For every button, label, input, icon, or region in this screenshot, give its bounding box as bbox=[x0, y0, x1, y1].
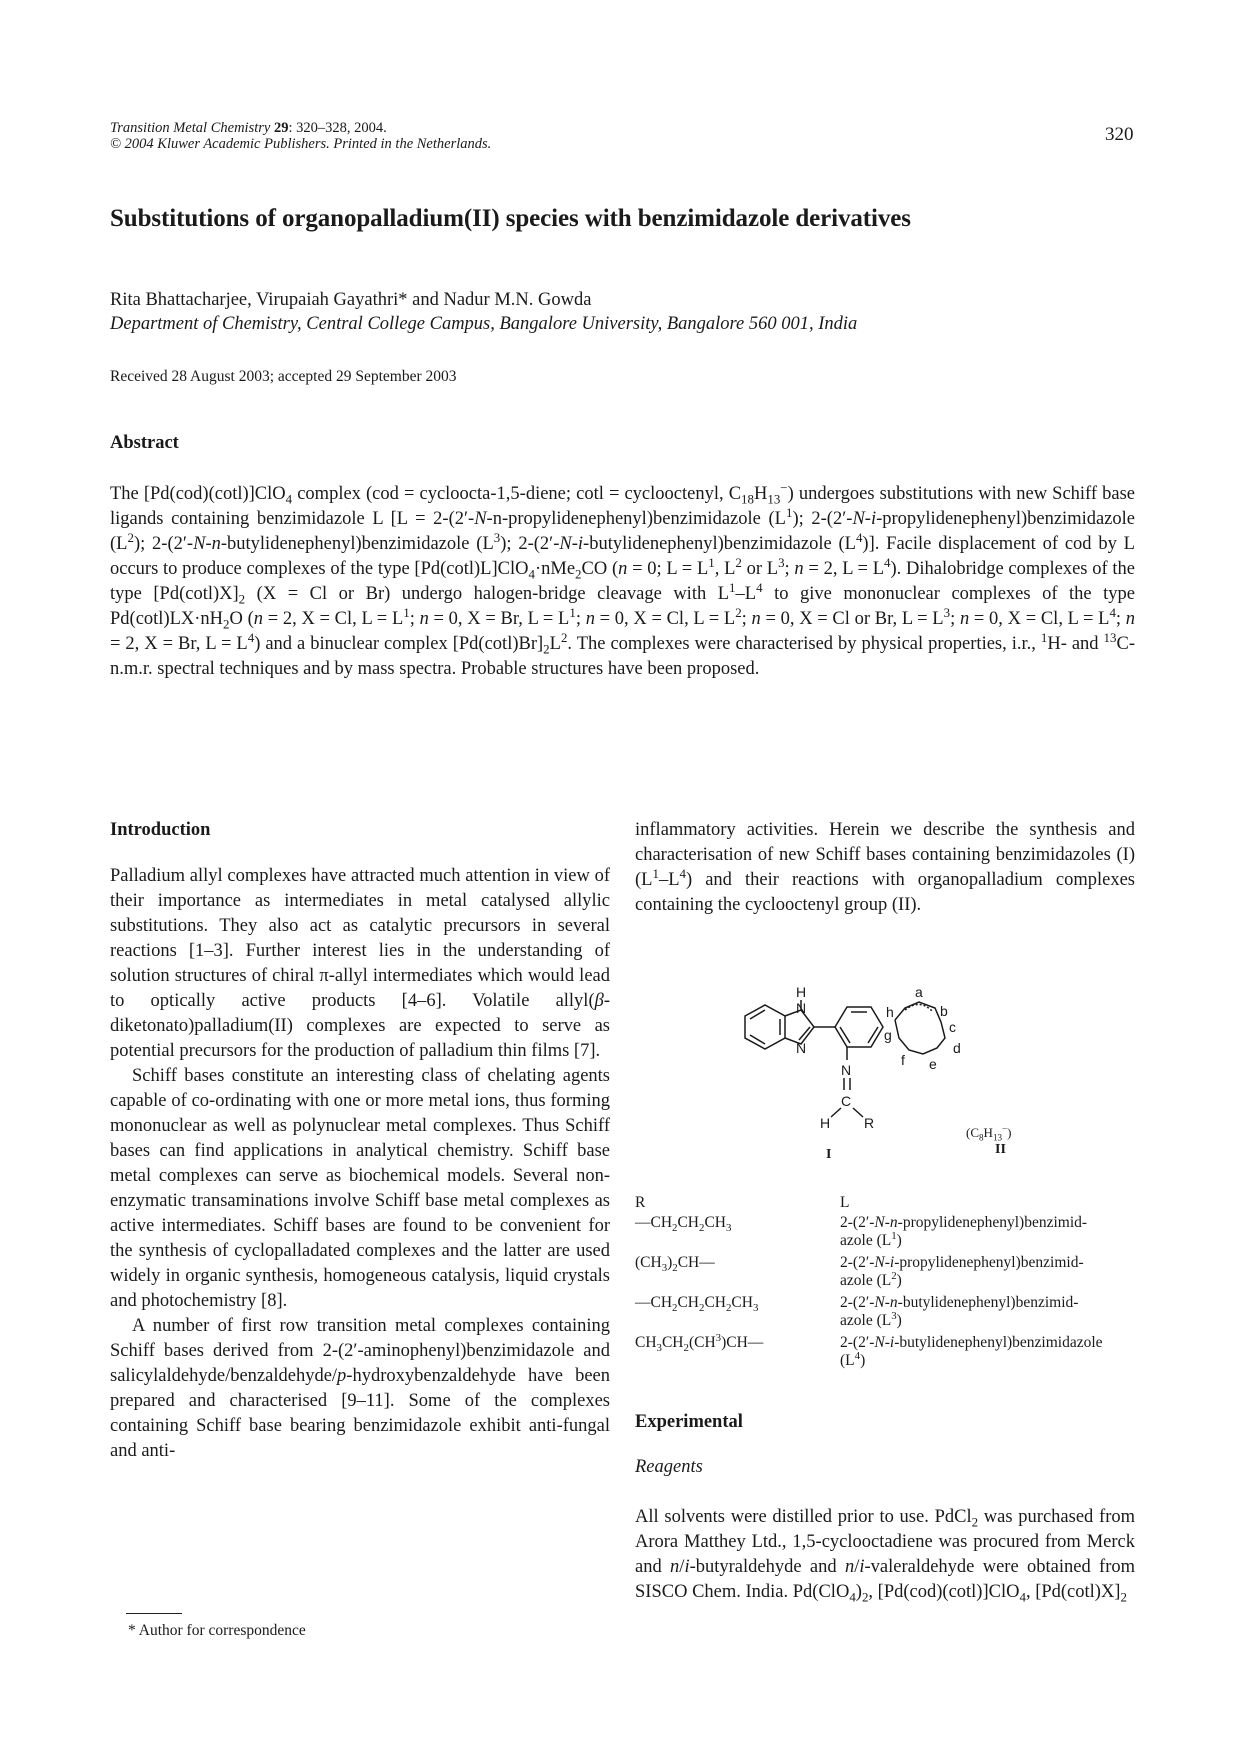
atom-n-imine: N bbox=[841, 1062, 852, 1078]
table-row bbox=[635, 1254, 1135, 1290]
formula-label: $(C_8H_{13}^-)$ bbox=[966, 1123, 1012, 1143]
ring-label-h: h bbox=[886, 1004, 894, 1020]
affiliation: Department of Chemistry, Central College Campus, Bangalore University, Bangalore 560 001, India bbox=[110, 314, 858, 334]
ring-label-d: d bbox=[953, 1040, 961, 1056]
atom-n2: N bbox=[796, 1040, 807, 1056]
ring-label-g: g bbox=[884, 1027, 892, 1043]
ring-label-e: e bbox=[929, 1056, 937, 1072]
intro-paragraph-2: Schiff bases constitute an interesting class of chelating agents capable of co-ordinating with one or more metal ions, thus forming mononuclear as well as polynuclear metal complexes. Thus Schiff bases can find applications in analytical chemistry. Schiff base metal complexes can serve as biochemical models. Several non-enzymatic transaminations involve Schiff base metal complexes as active intermediates. Schiff bases are found to be convenient for the synthesis of cyclopalladated complexes and the latter are used widely in organic synthesis, homogeneous catalysis, liquid crystals and photochemistry [8]. bbox=[110, 1066, 610, 1311]
l-value: 2-(2′-N-n-propylidenephenyl)benzimid- azole $(L^1)$ bbox=[840, 1214, 1088, 1249]
atom-c-imine: C bbox=[841, 1093, 852, 1109]
paper-title: Substitutions of organopalladium(II) species with benzimidazole derivatives bbox=[110, 205, 911, 232]
atom-n1: N bbox=[796, 1000, 807, 1016]
introduction-section bbox=[110, 818, 610, 1464]
r-value: $—CH_2CH_2CH_3$ bbox=[635, 1214, 732, 1235]
atom-r-group: R bbox=[864, 1115, 875, 1131]
journal-citation bbox=[110, 120, 491, 152]
intro-paragraph-3: A number of first row transition metal complexes containing Schiff bases derived from 2-(2′-aminophenyl)benzimidazole and salicylaldehyde/benzaldehyde/p-hydroxybenzaldehyde have been prepared and characterised [9–11]. Some of the complexes containing Schiff base bearing benzimidazole exhibit anti-fungal and anti- bbox=[110, 1316, 610, 1461]
r-value: $CH_3CH_2(CH^3)CH—$ bbox=[635, 1331, 764, 1355]
table-row bbox=[635, 1331, 1135, 1370]
table-header-row bbox=[635, 1194, 1135, 1212]
received-dates: Received 28 August 2003; accepted 29 September 2003 bbox=[110, 368, 457, 385]
reagents-heading: Reagents bbox=[635, 1457, 703, 1477]
structure-drawing bbox=[725, 980, 1045, 1143]
structure-figure bbox=[725, 980, 1045, 1145]
l-value: 2-(2′-N-n-butylidenephenyl)benzimid- azole $(L^3)$ bbox=[840, 1294, 1079, 1329]
abstract-body: The [Pd(cod)(cotl)]ClO$_4$ complex (cod = cycloocta-1,5-diene; cotl = cyclooctenyl, $C_{18}H_{13}^-$) undergoes substitutions with new Schiff base ligands containing benzimidazole L [L = 2-(2′-N-n-propylidenephenyl)benzimidazole $(L^1)$; 2-(2′-N-i-propylidenephenyl)benzimidazole $(L^2)$; 2-(2′-N-n-butylidenephenyl)benzimidazole $(L^3)$; 2-(2′-N-i-butylidenephenyl)benzimidazole $(L^4)$]. Facile displacement of cod by L occurs to produce complexes of the type [Pd(cotl)L]ClO$_4$·nMe$_2$CO (n = 0; $L = L^1$, $L^2$ or $L^3$; n = 2, $L = L^4$). Dihalobridge complexes of the type $[Pd(\cot l)X]_2$ (X = Cl or Br) undergo halogen-bridge cleavage with $L^1-L^4$ to give mononuclear complexes of the type $Pd(\cot l)LX\cdot nH_2O$ (n = 2, X = Cl, $L = L^1$; n = 0, X = Br, $L = L^1$; n = 0, X = Cl, $L = L^2$; n = 0, X = Cl or Br, $L = L^3$; n = 0, X = Cl, $L = L^4$; n = 2, X = Br, $L = L^4$) and a binuclear complex $[Pd(\cot l)Br]_2L^2$. The complexes were characterised by physical properties, i.r., $^1$H- and $^{13}$C-n.m.r. spectral techniques and by mass spectra. Probable structures have been proposed. bbox=[110, 479, 1136, 679]
substituent-table bbox=[635, 1194, 1135, 1370]
page-number: 320 bbox=[1105, 124, 1134, 145]
copyright-line: © 2004 Kluwer Academic Publishers. Printed in the Netherlands. bbox=[110, 136, 492, 152]
ring-label-f: f bbox=[901, 1052, 905, 1068]
introduction-heading: Introduction bbox=[110, 820, 211, 840]
r-value: $—CH_2CH_2CH_2CH_3$ bbox=[635, 1294, 759, 1315]
intro-paragraph-1: Palladium allyl complexes have attracted much attention in view of their importance as intermediates in metal catalysed allylic substitutions. They also act as catalytic precursors in several reactions [1–3]. Further interest lies in the understanding of solution structures of chiral π-allyl intermediates which would lead to optically active products [4–6]. Volatile allyl(β-diketonato)palladium(II) complexes are expected to serve as potential precursors for the production of palladium thin films [7]. bbox=[110, 866, 610, 1061]
author-list: Rita Bhattacharjee, Virupaiah Gayathri* and Nadur M.N. Gowda bbox=[110, 290, 592, 310]
intro-paragraph-4: inflammatory activities. Herein we describe the synthesis and characterisation of new Schiff bases containing benzimidazoles (I) $(L^1-L^4)$ and their reactions with organopalladium complexes containing the cyclooctenyl group (II). bbox=[635, 820, 1135, 915]
phenyl-ring bbox=[835, 1007, 883, 1047]
ring-label-b: b bbox=[940, 1003, 948, 1019]
journal-volume: 29 bbox=[273, 120, 289, 136]
journal-pages: : 320–328, 2004. bbox=[288, 120, 387, 136]
experimental-section bbox=[635, 1410, 1135, 1605]
table-row bbox=[635, 1294, 1135, 1330]
abstract-heading: Abstract bbox=[110, 433, 179, 453]
footnote-rule bbox=[126, 1613, 182, 1614]
reagents-paragraph: All solvents were distilled prior to use. PdCl$_2$ was purchased from Arora Matthey Ltd., 1,5-cyclooctadiene was procured from Merck and n/i-butyraldehyde and n/i-valeraldehyde were obtained from SISCO Chem. India. $Pd(ClO_4)_2$, [Pd(cod)(cotl)]ClO$_4$, $[Pd(\cot l)X]_2$ bbox=[635, 1507, 1135, 1605]
table-header-l: L bbox=[840, 1194, 850, 1211]
experimental-heading: Experimental bbox=[635, 1412, 743, 1432]
l-value: 2-(2′-N-i-propylidenephenyl)benzimid- azole $(L^2)$ bbox=[840, 1254, 1084, 1289]
ring-label-a: a bbox=[915, 984, 923, 1000]
table-header-r: R bbox=[635, 1194, 646, 1211]
table-row bbox=[635, 1214, 1135, 1250]
footnote: * Author for correspondence bbox=[128, 1622, 306, 1639]
ring-label-c: c bbox=[949, 1019, 956, 1035]
cyclooctenyl-ring bbox=[895, 1002, 945, 1054]
l-value: 2-(2′-N-i-butylidenephenyl)benzimidazole $(L^4)$ bbox=[840, 1334, 1103, 1369]
structure-label-II: II bbox=[995, 1142, 1006, 1157]
journal-name: Transition Metal Chemistry bbox=[110, 120, 271, 136]
benzo-ring bbox=[745, 1005, 785, 1049]
atom-h-imine: H bbox=[820, 1115, 831, 1131]
intro-continued bbox=[635, 818, 1135, 918]
structure-label-I: I bbox=[826, 1147, 832, 1162]
r-value: $(CH_3)_2CH—$ bbox=[635, 1254, 715, 1275]
atom-h-top: H bbox=[796, 984, 807, 1000]
